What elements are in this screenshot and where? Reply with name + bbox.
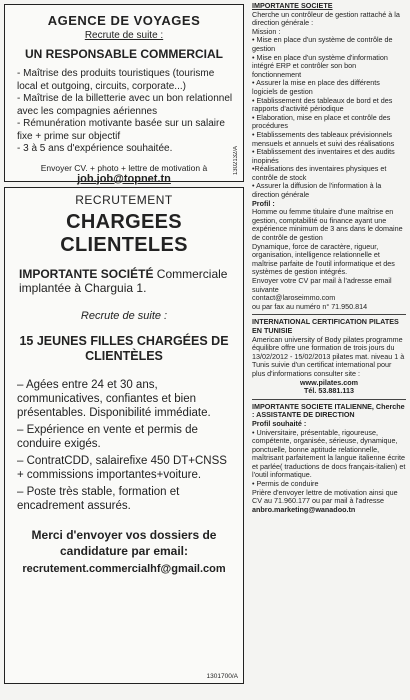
ad2-requirements bbox=[17, 378, 235, 513]
s1-intro: Cherche un contrôleur de gestion rattaché à la direction générale : bbox=[252, 9, 400, 28]
ad1-item: - Rémunération motivante basée sur un salaire fixe + prime sur objectif bbox=[17, 118, 225, 142]
s1-mission: • Etablissements des tableaux prévisionnels mensuels et annuels et suivi des réalisations bbox=[252, 129, 395, 148]
s3-profil-label: Profil souhaité : bbox=[252, 418, 307, 428]
ad1-ref: 1302132/A bbox=[233, 145, 239, 175]
s1-profil-label: Profil : bbox=[252, 198, 275, 208]
s1-mission: • Mise en place d'un système d'information intégré ERP et contrôler son bon fonctionnement bbox=[252, 52, 388, 79]
ad2-thanks: Merci d'envoyer vos dossiers de candidature par email: bbox=[31, 528, 217, 558]
s2-tel: Tél. 53.881.113 bbox=[304, 386, 354, 396]
divider bbox=[252, 399, 406, 400]
s3-items bbox=[252, 429, 406, 489]
s3-title: IMPORTANTE SOCIETE ITALIENNE, Cherche : ASSISTANTE DE DIRECTION bbox=[252, 401, 405, 420]
ad2-item: – ContratCDD, salairefixe 450 DT+CNSS + commissions importantes+voiture. bbox=[17, 455, 227, 481]
ad2-item: – Agées entre 24 et 30 ans, communicatives, confiantes et bien présentables. Disponibilité immédiate. bbox=[17, 379, 211, 419]
s3-send: Prière d'envoyer lettre de motivation ainsi que CV au 71.960.177 ou par mail à l'adresse bbox=[252, 487, 398, 506]
s1-mission: • Etablissement des tableaux de bord et des rapports d'activité périodique bbox=[252, 95, 393, 114]
ad-agence-voyages bbox=[4, 4, 244, 185]
ad2-email-link[interactable]: recrutement.commercialhf@gmail.com bbox=[22, 563, 226, 575]
divider bbox=[252, 314, 406, 315]
ad1-role: UN RESPONSABLE COMMERCIAL bbox=[24, 47, 223, 61]
ad2-company bbox=[19, 267, 233, 295]
ad2-company-desc: Commerciale implantée à Charguia 1. bbox=[19, 267, 228, 295]
s1-fax: ou par fax au numéro n° 71.950.814 bbox=[252, 301, 368, 311]
s2-body: American university of Body pilates programme équilibre offre une formation de trois jours du 13/02/2012 - 15/02/2013 pilates mat. niveau 1 à Tunis suivie d'un certificat international pour plus d'informations consulter site : bbox=[252, 334, 405, 378]
s1-mission: • Assurer la diffusion de l'information à la direction générale bbox=[252, 181, 382, 200]
ad1-send: Envoyer CV. + photo + lettre de motivation à bbox=[40, 162, 208, 173]
ad1-item: - Maîtrise des produits touristiques (tourisme local et outgoing, circuits, corporate...) bbox=[17, 68, 215, 92]
s3-item: • Permis de conduire bbox=[252, 479, 319, 489]
s1-email-link[interactable]: contact@laroseimmo.com bbox=[252, 293, 336, 303]
ad1-item: - 3 à 5 ans d'expérience souhaitée. bbox=[17, 143, 173, 154]
ad2-recruit: Recrute de suite : bbox=[80, 310, 168, 322]
ad1-item: - Maîtrise de la billetterie avec un bon relationnel avec les compagnies aériennes bbox=[17, 93, 233, 117]
s1-mission: • Etablissement des inventaires et des audits inopinés bbox=[252, 147, 395, 165]
ad1-title: AGENCE DE VOYAGES bbox=[47, 13, 201, 28]
ad-chargees-clientele bbox=[4, 187, 244, 684]
ad2-item: – Poste très stable, formation et encadrement assurés. bbox=[17, 486, 180, 512]
ad2-item: – Expérience en vente et permis de conduire exigés. bbox=[17, 424, 198, 450]
ad2-headline: CHARGEES CLIENTELES bbox=[60, 211, 188, 256]
s3-email-link[interactable]: anbro.marketing@wanadoo.tn bbox=[252, 504, 356, 514]
s1-mission: • Elaboration, mise en place et contrôle des procédures bbox=[252, 112, 391, 131]
ad2-ref: 1301700/A bbox=[206, 673, 238, 680]
ad2-position: 15 JEUNES FILLES CHARGÉES DE CLIENTÈLES bbox=[19, 334, 229, 363]
s1-missions bbox=[252, 36, 406, 199]
s1-mission: •Réalisations des inventaires physiques et contrôle de stock bbox=[252, 164, 387, 182]
ad1-email-link[interactable]: job.job@topnet.tn bbox=[77, 172, 171, 185]
classifieds-column bbox=[252, 2, 406, 698]
s1-qualities: Dynamique, force de caractère, rigueur, organisation, intelligence relationnelle et maîtrise parfaite de l'outil informatique et des systèmes de gestion intégrés. bbox=[252, 241, 395, 277]
ad1-requirements bbox=[17, 68, 235, 156]
s2-title: INTERNATIONAL CERTIFICATION PILATES EN TUNISIE bbox=[252, 317, 399, 335]
s3-item: • Universitaire, présentable, rigoureuse, compétente, organisée, sérieuse, dynamique, ponctuelle, bonne aptitude relationnelle, maîtrisant parfaitement la langue italienne écrite et parlée( traductions de docs français-italien) et l'outil informatique. bbox=[252, 427, 406, 480]
s1-title: IMPORTANTE SOCIETE bbox=[252, 1, 333, 10]
s1-mission: • Assurer la mise en place des différents logiciels de gestion bbox=[252, 78, 380, 96]
s1-profil: Homme ou femme titulaire d'une maîtrise en gestion, comptabilité ou finance ayant une expérience minimum de 3 ans dans le domaine de contrôle de gestion bbox=[252, 207, 403, 243]
s2-site-link[interactable]: www.pilates.com bbox=[299, 377, 359, 387]
ad1-recruit: Recrute de suite : bbox=[84, 30, 164, 41]
ad2-top: RECRUTEMENT bbox=[75, 193, 173, 207]
s1-mission: • Mise en place d'un système de contrôle de gestion bbox=[252, 35, 393, 53]
s1-send: Envoyer votre CV par mail à l'adresse email suivante bbox=[252, 276, 392, 294]
ad2-company-name: IMPORTANTE SOCIÉTÉ bbox=[19, 267, 154, 281]
s1-mission-label: Mission : bbox=[252, 26, 281, 36]
